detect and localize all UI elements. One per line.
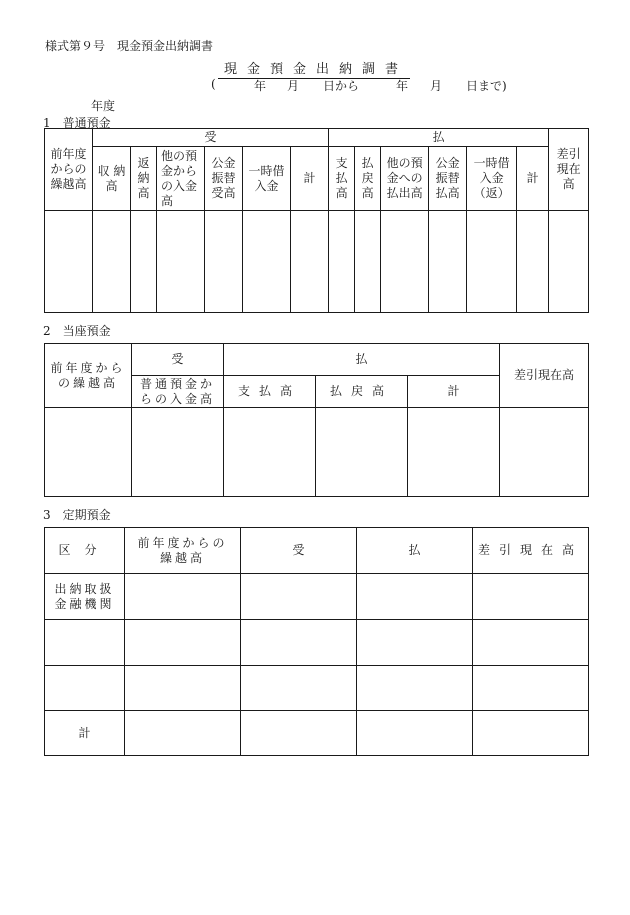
- s1-col-to-other-deposit: 他の預金への払出高: [381, 147, 429, 211]
- s1-cell[interactable]: [157, 211, 205, 313]
- form-number: 様式第９号 現金預金出納調書: [45, 39, 214, 53]
- s3-cell[interactable]: [125, 711, 241, 756]
- s1-cell[interactable]: [517, 211, 549, 313]
- s1-col-receipt-total: 計: [291, 147, 329, 211]
- s2-col-total: 計: [408, 376, 500, 408]
- s3-cell[interactable]: [473, 574, 589, 620]
- s1-cell[interactable]: [131, 211, 157, 313]
- s2-cell[interactable]: [45, 408, 132, 497]
- s2-cell[interactable]: [500, 408, 589, 497]
- s2-prev-balance-header: 前年度からの繰越高: [45, 344, 132, 408]
- s1-col-temp-loan-return: 一時借入金（返）: [467, 147, 517, 211]
- s1-cell[interactable]: [243, 211, 291, 313]
- s3-cell[interactable]: [357, 574, 473, 620]
- s1-col-from-other-deposit: 他の預金からの入金高: [157, 147, 205, 211]
- s1-col-withdrawn: 払戻高: [355, 147, 381, 211]
- s1-cell[interactable]: [549, 211, 589, 313]
- s3-cell[interactable]: [357, 620, 473, 666]
- s1-cell[interactable]: [329, 211, 355, 313]
- s3-col-prev-balance: 前年度からの繰越高: [125, 528, 241, 574]
- s2-cell[interactable]: [316, 408, 408, 497]
- s3-cell[interactable]: [45, 666, 125, 711]
- fiscal-year-label: 年度: [91, 99, 116, 113]
- s1-cell[interactable]: [291, 211, 329, 313]
- s3-cell[interactable]: [473, 620, 589, 666]
- s3-cell[interactable]: [473, 711, 589, 756]
- period-month-from: 月: [287, 79, 300, 93]
- s3-cell[interactable]: [45, 620, 125, 666]
- ordinary-deposit-table: [44, 128, 589, 313]
- s3-cell[interactable]: [241, 666, 357, 711]
- s2-balance-header: 差引現在高: [500, 344, 589, 408]
- s3-cell[interactable]: [125, 666, 241, 711]
- s2-cell[interactable]: [408, 408, 500, 497]
- time-deposit-table: [44, 527, 589, 756]
- s1-cell[interactable]: [205, 211, 243, 313]
- s2-col-paid: 支払高: [224, 376, 316, 408]
- s2-cell[interactable]: [132, 408, 224, 497]
- s1-cell[interactable]: [381, 211, 429, 313]
- period-day-from: 日から: [323, 79, 360, 93]
- period-month-to: 月: [430, 79, 443, 93]
- s3-row-total-label: 計: [45, 711, 125, 756]
- s3-cell[interactable]: [241, 620, 357, 666]
- s1-col-payment-total: 計: [517, 147, 549, 211]
- document-title: 現金預金出納調書: [218, 58, 410, 79]
- s3-cell[interactable]: [125, 574, 241, 620]
- s1-cell[interactable]: [429, 211, 467, 313]
- period-year-to: 年: [396, 79, 409, 93]
- s1-col-transfer-received: 公金振替受高: [205, 147, 243, 211]
- period-open: (: [211, 77, 216, 91]
- s1-cell[interactable]: [467, 211, 517, 313]
- s1-receipt-header: 受: [93, 129, 329, 147]
- s1-col-collection: 収 納 高: [93, 147, 131, 211]
- s3-col-receipt: 受: [241, 528, 357, 574]
- s1-balance-header: 差引現在高: [549, 129, 589, 211]
- s3-cell[interactable]: [241, 574, 357, 620]
- s2-cell[interactable]: [224, 408, 316, 497]
- s1-cell[interactable]: [355, 211, 381, 313]
- s3-cell[interactable]: [241, 711, 357, 756]
- s3-cell[interactable]: [473, 666, 589, 711]
- s3-cell[interactable]: [357, 666, 473, 711]
- s2-col-withdrawn: 払戻高: [316, 376, 408, 408]
- section3-heading: 3 定期預金: [43, 508, 111, 522]
- s1-prev-balance-header: 前年度からの繰越高: [45, 129, 93, 211]
- s1-payment-header: 払: [329, 129, 549, 147]
- s3-row-bank-label: 出納取扱金融機関: [45, 574, 125, 620]
- s3-col-balance: 差引現在高: [473, 528, 589, 574]
- period-year-from: 年: [254, 79, 267, 93]
- s1-col-temp-loan: 一時借入金: [243, 147, 291, 211]
- s2-col-from-ordinary: 普通預金からの入金高: [132, 376, 224, 408]
- s1-col-transfer-paid: 公金振替払高: [429, 147, 467, 211]
- s3-cell[interactable]: [357, 711, 473, 756]
- section1-heading: 1 普通預金: [43, 116, 111, 130]
- s2-receipt-header: 受: [132, 344, 224, 376]
- s1-col-paid: 支払高: [329, 147, 355, 211]
- s1-cell[interactable]: [45, 211, 93, 313]
- s2-payment-header: 払: [224, 344, 500, 376]
- current-deposit-table: [44, 343, 589, 497]
- section2-heading: 2 当座預金: [43, 324, 111, 338]
- s1-col-refund: 返納高: [131, 147, 157, 211]
- s3-col-category: 区分: [45, 528, 125, 574]
- period-day-to: 日まで): [466, 79, 507, 93]
- s1-cell[interactable]: [93, 211, 131, 313]
- s3-cell[interactable]: [125, 620, 241, 666]
- s3-col-payment: 払: [357, 528, 473, 574]
